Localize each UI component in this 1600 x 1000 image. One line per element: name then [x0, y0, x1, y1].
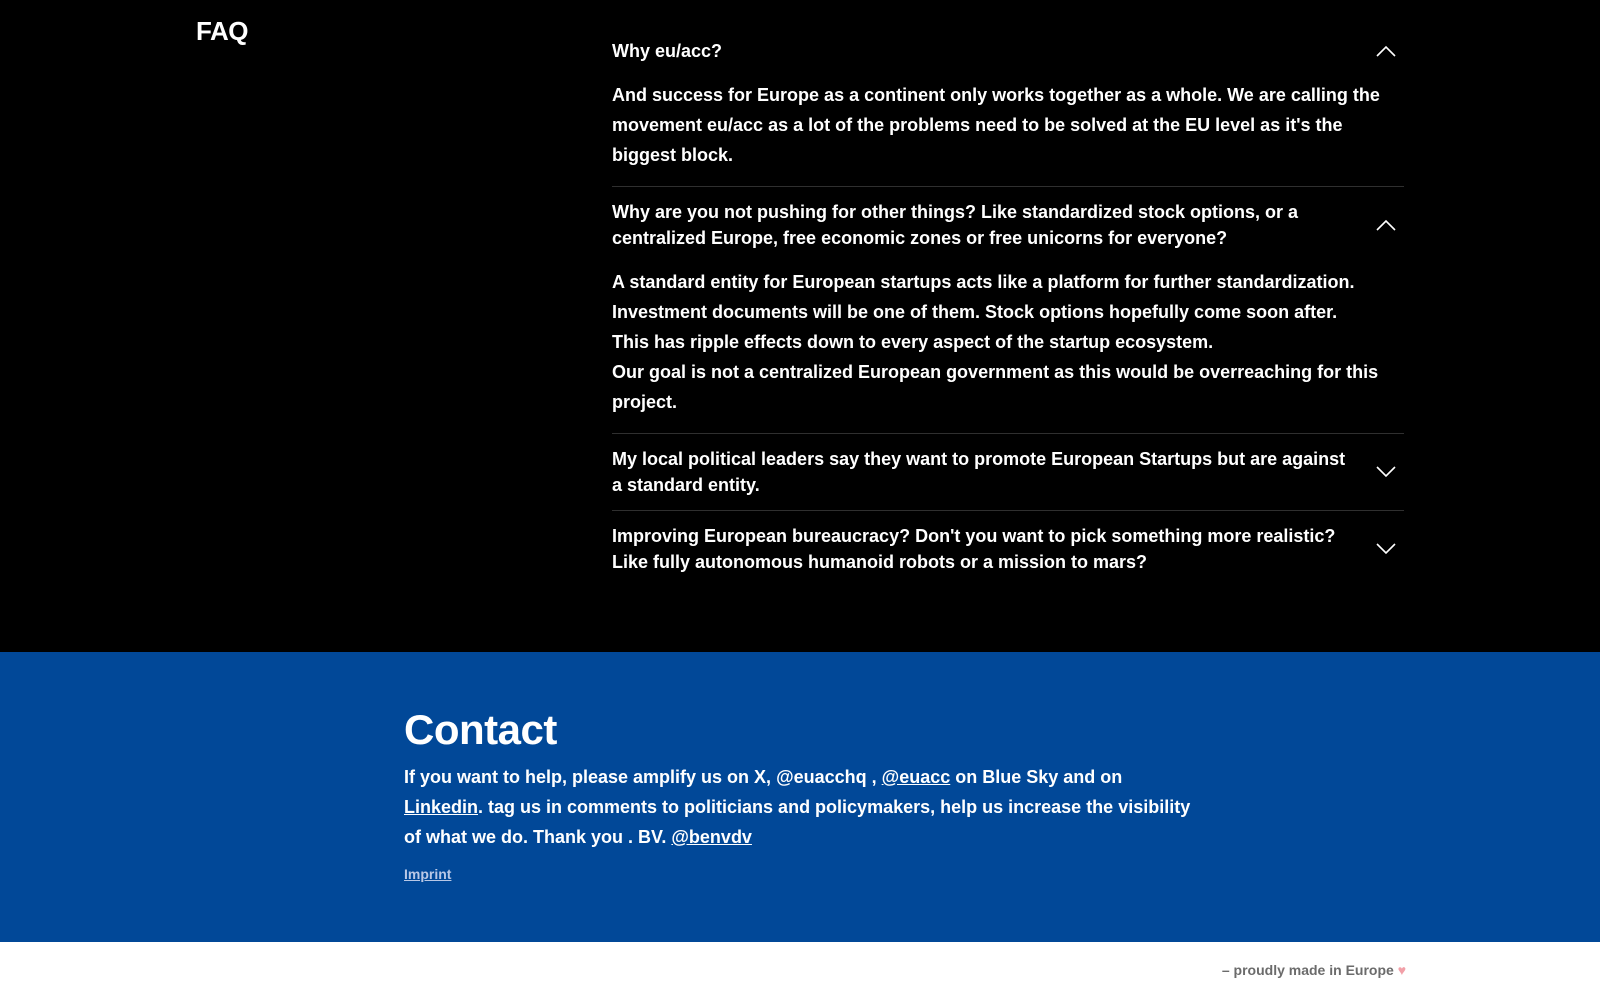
faq-question-text: Why are you not pushing for other things? Like standardized stock options, or a centralized Europe, free economic zones or free unicorns for everyone? [612, 202, 1299, 248]
faq-question-text: My local political leaders say they want to promote European Startups but are against a standard entity. [612, 449, 1346, 495]
faq-question-text: Why eu/acc? [612, 41, 723, 61]
faq-question-toggle[interactable] [612, 26, 1404, 76]
faq-answer [612, 76, 1404, 186]
contact-title: Contact [404, 706, 557, 753]
x-handle: @euacchq [776, 767, 867, 787]
faq-item [612, 26, 1404, 187]
faq-title: FAQ [196, 16, 248, 46]
chevron-up-icon[interactable] [1376, 219, 1396, 231]
faq-answer [612, 263, 1404, 433]
contact-text [404, 762, 1194, 852]
imprint-link[interactable]: Imprint [404, 866, 452, 882]
contact-text-part: If you want to help, please amplify us on X, [404, 767, 777, 787]
faq-answer-line: Our goal is not a centralized European government as this would be overreaching for this project. [612, 362, 1379, 412]
faq-question-toggle[interactable] [612, 434, 1404, 510]
faq-list [612, 26, 1404, 587]
faq-answer-line: Investment documents will be one of them. Stock options hopefully come soon after. [612, 302, 1338, 322]
faq-item [612, 187, 1404, 434]
faq-answer-line: This has ripple effects down to every aspect of the startup ecosystem. [612, 332, 1214, 352]
chevron-down-icon[interactable] [1376, 543, 1396, 555]
contact-section [0, 652, 1600, 942]
footer [0, 942, 1600, 1000]
contact-text-part: , [866, 767, 882, 787]
contact-text-part: on Blue Sky and on [950, 767, 1123, 787]
heart-icon: ♥ [1397, 962, 1406, 978]
footer-tagline: – proudly made in Europe [1221, 962, 1394, 978]
faq-item [612, 434, 1404, 511]
author-link[interactable]: @benvdv [671, 827, 752, 847]
bluesky-link[interactable]: @euacc [881, 767, 951, 787]
faq-question-toggle[interactable] [612, 511, 1404, 587]
faq-question-text: Improving European bureaucracy? Don't you want to pick something more realistic? Like fully autonomous humanoid robots or a mission to mars? [612, 526, 1336, 572]
contact-content [404, 704, 1194, 884]
faq-answer-line: A standard entity for European startups acts like a platform for further standardization. [612, 272, 1355, 292]
contact-text-part: . tag us in comments to politicians and policymakers, help us increase the visibility of what we do. Thank you . BV. [404, 797, 1191, 847]
linkedin-link[interactable]: Linkedin [404, 797, 479, 817]
chevron-up-icon[interactable] [1376, 45, 1396, 57]
faq-question-toggle[interactable] [612, 187, 1404, 263]
faq-item [612, 511, 1404, 587]
chevron-down-icon[interactable] [1376, 466, 1396, 478]
footer-text [1222, 962, 1406, 978]
faq-answer-line: And success for Europe as a continent only works together as a whole. We are calling the movement eu/acc as a lot of the problems need to be solved at the EU level as it's the biggest block. [612, 85, 1380, 165]
